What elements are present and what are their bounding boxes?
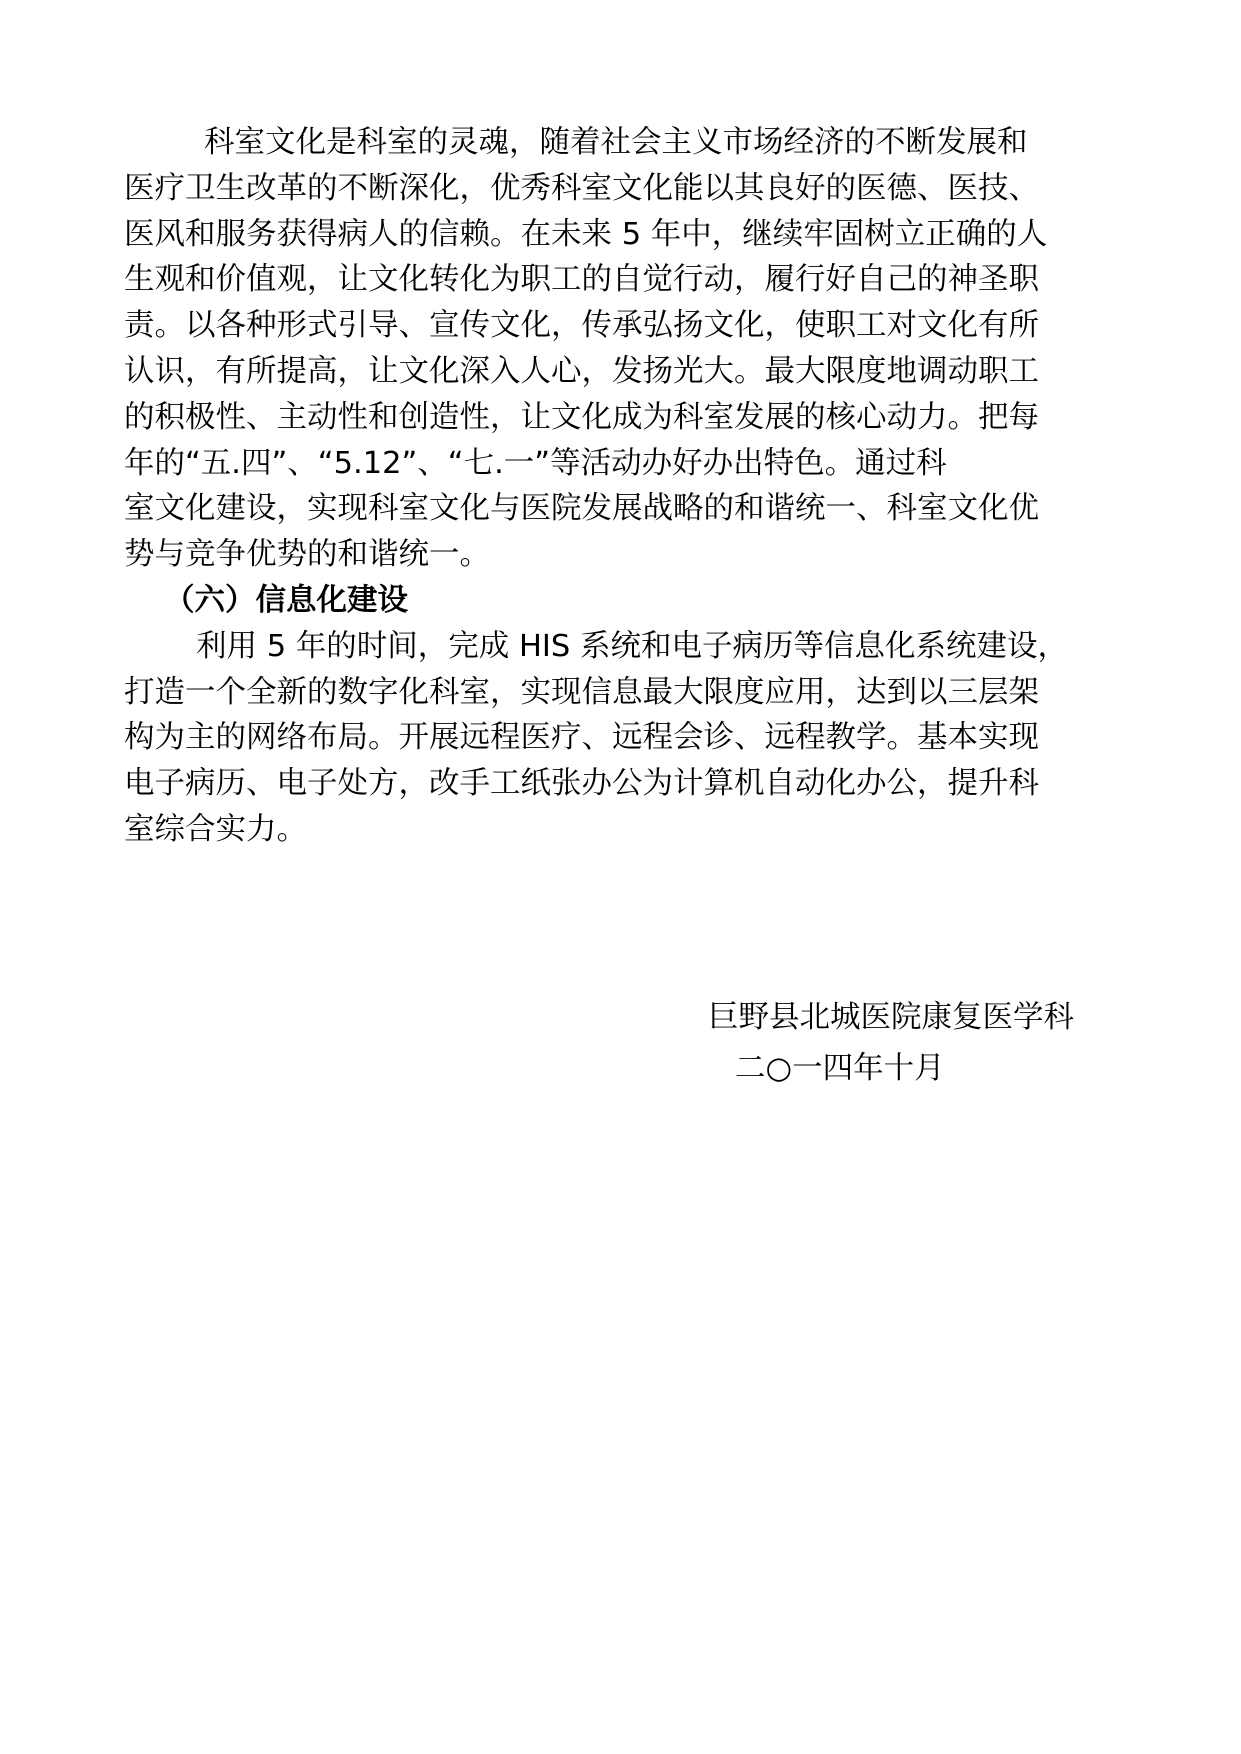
paragraph-line: 室文化建设，实现科室文化与医院发展战略的和谐统一、科室文化优: [124, 491, 1039, 527]
paragraph-line: 电子病历、电子处方，改手工纸张办公为计算机自动化办公，提升科: [124, 766, 1039, 802]
paragraph-line: 年的“五.四”、“5.12”、“七.一”等活动办好办出特色。通过科: [124, 445, 947, 481]
paragraph-line: 责。以各种形式引导、宣传文化，传承弘扬文化，使职工对文化有所: [124, 308, 1039, 344]
informatization-paragraph: [124, 624, 1122, 853]
paragraph-line: 室综合实力。: [124, 811, 307, 847]
paragraph-line: 认识，有所提高，让文化深入人心，发扬光大。最大限度地调动职工: [124, 353, 1039, 389]
paragraph-line: 生观和价值观，让文化转化为职工的自觉行动，履行好自己的神圣职: [124, 262, 1039, 298]
document-body: [124, 120, 1122, 853]
paragraph-line: 医风和服务获得病人的信赖。在未来 5 年中，继续牢固树立正确的人: [124, 216, 1048, 252]
paragraph-line: 的积极性、主动性和创造性，让文化成为科室发展的核心动力。把每: [124, 399, 1039, 435]
culture-paragraph: [124, 120, 1122, 578]
paragraph-line: 打造一个全新的数字化科室，实现信息最大限度应用，达到以三层架: [124, 674, 1039, 710]
paragraph-line: 科室文化是科室的灵魂，随着社会主义市场经济的不断发展和: [204, 125, 1028, 160]
paragraph-line: 医疗卫生改革的不断深化，优秀科室文化能以其良好的医德、医技、: [124, 170, 1039, 206]
paragraph-line: 势与竞争优势的和谐统一。: [124, 537, 490, 573]
section-heading: （六）信息化建设: [164, 582, 408, 618]
paragraph-line: 利用 5 年的时间，完成 HIS 系统和电子病历等信息化系统建设，: [196, 628, 1068, 664]
signature-date: 二○一四年十月: [735, 1051, 945, 1086]
signature-organization: 巨野县北城医院康复医学科: [708, 1000, 1074, 1035]
paragraph-line: 构为主的网络布局。开展远程医疗、远程会诊、远程教学。基本实现: [124, 720, 1039, 756]
